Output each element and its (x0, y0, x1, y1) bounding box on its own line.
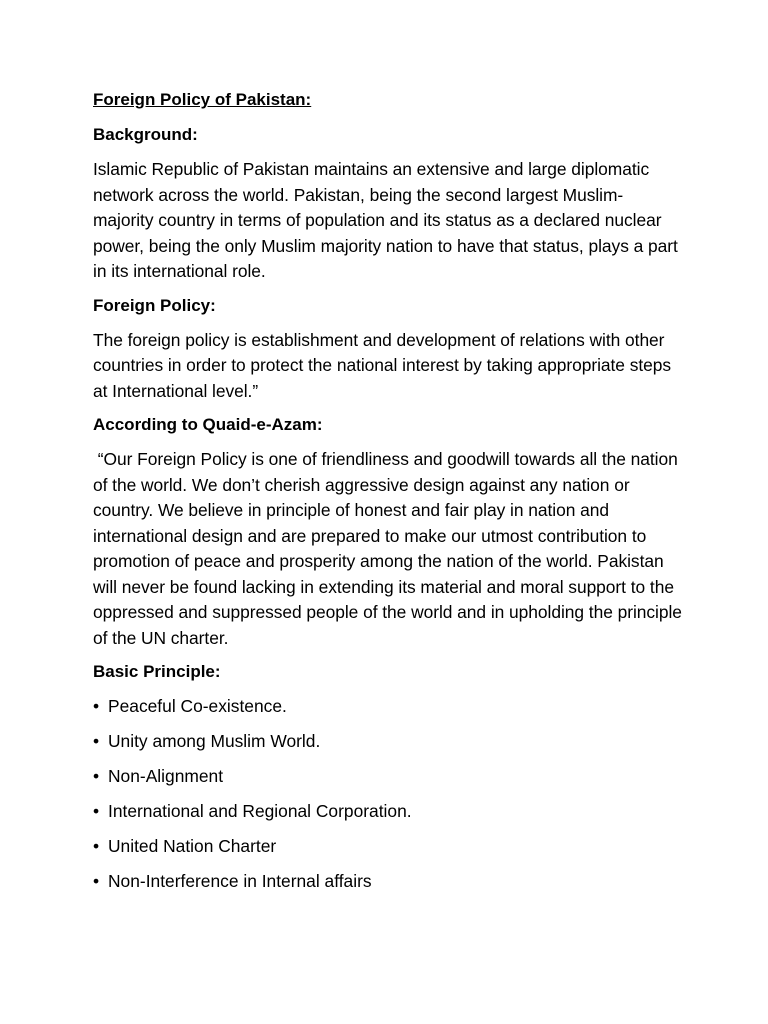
section-heading-background: Background: (93, 125, 198, 144)
list-item (93, 729, 683, 754)
list-item (93, 799, 683, 824)
list-item-text: United Nation Charter (108, 836, 277, 856)
list-item-text: Unity among Muslim World. (108, 731, 321, 751)
section-heading-foreign-policy: Foreign Policy: (93, 295, 216, 315)
paragraph-foreign-policy: The foreign policy is establishment and development of relations with other countries in order to protect the national interest by taking appropriate steps at International level.” (93, 329, 672, 401)
list-item (93, 694, 683, 719)
bullet-icon: • (93, 871, 100, 891)
section-heading-quaid-e-azam: According to Quaid-e-Azam: (93, 415, 323, 434)
list-item-text: Non-Interference in Internal affairs (108, 871, 372, 891)
section-heading-basic-principle: Basic Principle: (93, 662, 221, 681)
bullet-icon: • (93, 836, 100, 856)
bullet-icon: • (93, 801, 100, 821)
bullet-icon: • (93, 731, 100, 751)
list-item (93, 869, 683, 894)
principles-list (93, 694, 683, 894)
list-item-text: Non-Alignment (108, 766, 224, 786)
list-item (93, 834, 683, 859)
paragraph-background: Islamic Republic of Pakistan maintains an extensive and large diplomatic network across the world. Pakistan, being the second largest Muslim-majority country in terms of population and its status as a declared nuclear power, being the only Muslim majority nation to have that status, plays a part in its international role. (93, 159, 678, 281)
bullet-icon: • (93, 696, 100, 716)
list-item-text: International and Regional Corporation. (108, 801, 412, 821)
bullet-icon: • (93, 766, 100, 786)
document-title: Foreign Policy of Pakistan: (93, 90, 312, 109)
paragraph-quaid-quote: “Our Foreign Policy is one of friendliness and goodwill towards all the nation of the world. We don’t cherish aggressive design against any nation or country. We believe in principle of honest and fair play in nation and international design and are prepared to make our utmost contribution to promotion of peace and prosperity among the nation of the world. Pakistan will never be found lacking in extending its material and moral support to the oppressed and suppressed people of the world and in upholding the principle of the UN charter. (93, 449, 682, 648)
document-page (93, 88, 683, 904)
list-item (93, 764, 683, 789)
list-item-text: Peaceful Co-existence. (108, 696, 287, 716)
